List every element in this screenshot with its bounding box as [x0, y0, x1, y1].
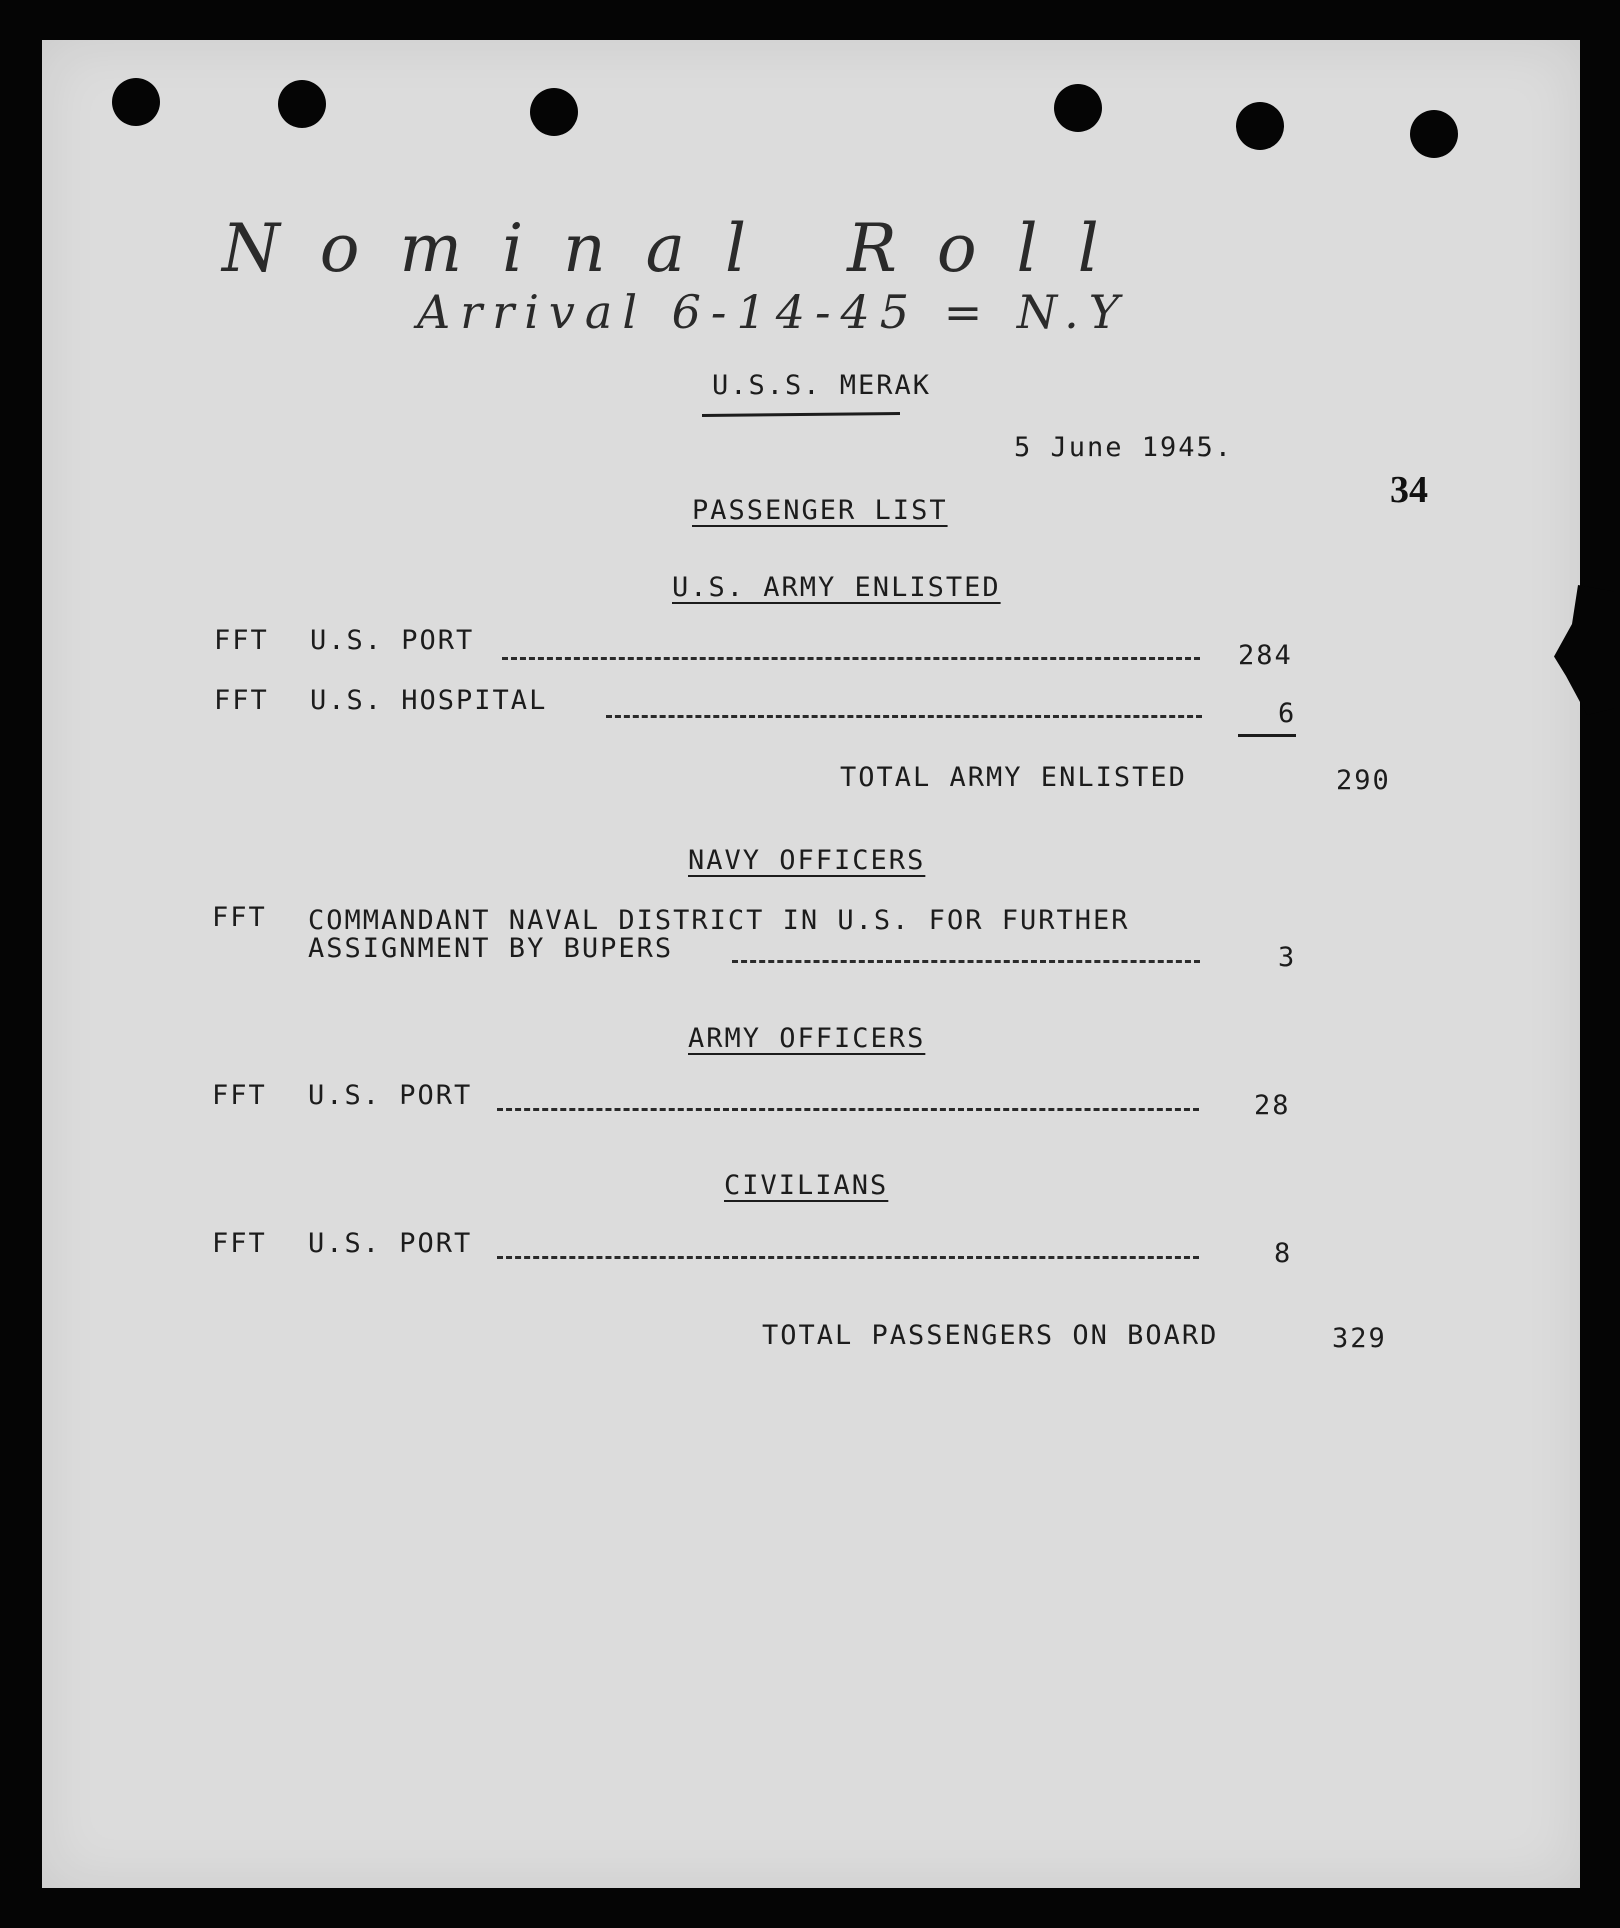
grand-total-value: 329 [1332, 1323, 1387, 1354]
document-date: 5 June 1945. [1014, 432, 1234, 463]
row-code: FFT [212, 1080, 267, 1111]
total-label: TOTAL ARMY ENLISTED [840, 762, 1187, 793]
total-value: 290 [1336, 765, 1391, 796]
punch-hole [278, 80, 326, 128]
section-heading-army-enlisted: U.S. ARMY ENLISTED [672, 572, 1001, 603]
leader-dashes [497, 1256, 1199, 1259]
row-count: 284 [1238, 640, 1293, 671]
punch-hole [1410, 110, 1458, 158]
handwritten-note-line1: Nominal Roll [222, 210, 1139, 287]
punch-hole [1054, 84, 1102, 132]
punch-hole [1236, 102, 1284, 150]
row-count: 28 [1254, 1090, 1291, 1121]
row-code: FFT [214, 625, 269, 656]
row-code: FFT [212, 1228, 267, 1259]
row-destination-line1: COMMANDANT NAVAL DISTRICT IN U.S. FOR FURTHER [308, 905, 1130, 936]
ship-name: U.S.S. MERAK [712, 370, 932, 401]
row-destination-line2: ASSIGNMENT BY BUPERS [308, 933, 674, 964]
leader-dashes [502, 657, 1200, 660]
page-number: 34 [1390, 469, 1428, 511]
section-heading-civilians: CIVILIANS [724, 1170, 889, 1201]
row-destination: U.S. PORT [308, 1080, 473, 1111]
document-title: PASSENGER LIST [692, 495, 948, 526]
row-count: 6 [1278, 698, 1297, 729]
punch-hole [530, 88, 578, 136]
grand-total-label: TOTAL PASSENGERS ON BOARD [762, 1320, 1219, 1351]
row-code: FFT [212, 902, 267, 933]
ship-name-underline [702, 412, 900, 417]
row-count: 3 [1278, 942, 1297, 973]
leader-dashes [606, 715, 1202, 718]
subtotal-rule [1238, 734, 1296, 737]
row-destination: U.S. HOSPITAL [310, 685, 548, 716]
punch-hole [112, 78, 160, 126]
leader-dashes [732, 960, 1200, 963]
row-destination: U.S. PORT [310, 625, 475, 656]
torn-edge [1554, 585, 1614, 715]
handwritten-note-line2: Arrival 6-14-45 = N.Y [417, 285, 1130, 339]
document-page [42, 40, 1580, 1888]
section-heading-navy-officers: NAVY OFFICERS [688, 845, 926, 876]
row-code: FFT [214, 685, 269, 716]
leader-dashes [497, 1108, 1199, 1111]
row-destination: U.S. PORT [308, 1228, 473, 1259]
row-count: 8 [1274, 1238, 1293, 1269]
section-heading-army-officers: ARMY OFFICERS [688, 1023, 926, 1054]
